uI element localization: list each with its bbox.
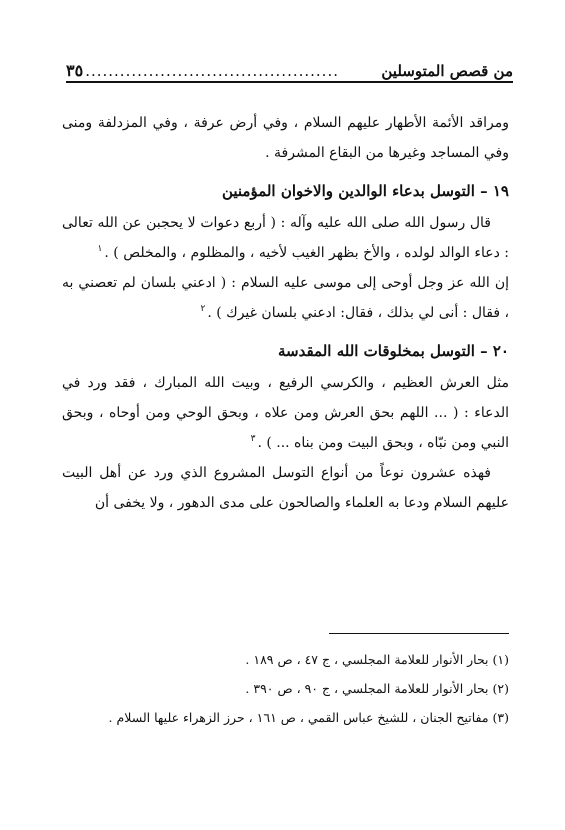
section-19-paragraph-1-text: قال رسول الله صلى الله عليه وآله : ( أربع دعوات لا يحجبن عن الله تعالى : دعاء الوالد لولده ، والأخ بظهر الغيب لأخيه ، والمظلوم ، والمخلص ) . <box>62 215 509 261</box>
footnote-ref-1: ١ <box>97 244 103 255</box>
intro-paragraph: ومراقد الأئمة الأطهار عليهم السلام ، وفي أرض عرفة ، وفي المزدلفة ومنى وفي المساجد وغيرها من البقاع المشرفة . <box>62 115 509 161</box>
section-20-paragraph-2: فهذه عشرون نوعاً من أنواع التوسل المشروع الذي ورد عن أهل البيت عليهم السلام ودعا به العلماء والصالحون على مدى الدهور ، ولا يخفى أن <box>62 465 509 511</box>
footnote-3: (٣) مفاتيح الجنان ، للشيخ عباس القمي ، ص ١٦١ ، حرز الزهراء عليها السلام . <box>108 710 509 725</box>
section-19-heading: ١٩ – التوسل بدعاء الوالدين والاخوان المؤمنين <box>221 182 509 200</box>
page-header <box>66 57 513 83</box>
section-19-paragraph-1 <box>62 208 509 268</box>
footnote-ref-3: ٣ <box>250 434 256 445</box>
footnotes <box>62 645 509 732</box>
section-20-heading: ٢٠ – التوسل بمخلوقات الله المقدسة <box>277 342 509 360</box>
section-19-paragraph-2-text: إن الله عز وجل أوحى إلى موسى عليه السلام : ( ادعني بلسان لم تعصني به ، فقال : أنى لي بذلك ، فقال: ادعني بلسان غيرك ) . <box>62 275 509 321</box>
section-20-paragraph-1 <box>62 368 509 458</box>
footnote-1: (١) بحار الأنوار للعلامة المجلسي ، ج ٤٧ ، ص ١٨٩ . <box>245 652 509 667</box>
footnote-divider <box>329 633 509 634</box>
running-title: من قصص المتوسلين <box>381 62 513 80</box>
section-20-paragraph-1-text: مثل العرش العظيم ، والكرسي الرفيع ، وبيت الله المبارك ، فقد ورد في الدعاء : ( ... اللهم بحق العرش ومن علاه ، وبحق الوحي ومن أوحاه ، وبحق النبي ومن نبّاه ، وبحق البيت ومن بناه ... ) . <box>62 375 509 451</box>
page-number: ٣٥ <box>66 61 84 80</box>
leader-dots: ............................................ <box>85 62 339 80</box>
footnote-ref-2: ٢ <box>200 304 206 315</box>
footnote-2: (٢) بحار الأنوار للعلامة المجلسي ، ج ٩٠ ، ص ٣٩٠ . <box>245 681 509 696</box>
page-body <box>62 108 509 518</box>
section-19-paragraph-2 <box>62 268 509 328</box>
